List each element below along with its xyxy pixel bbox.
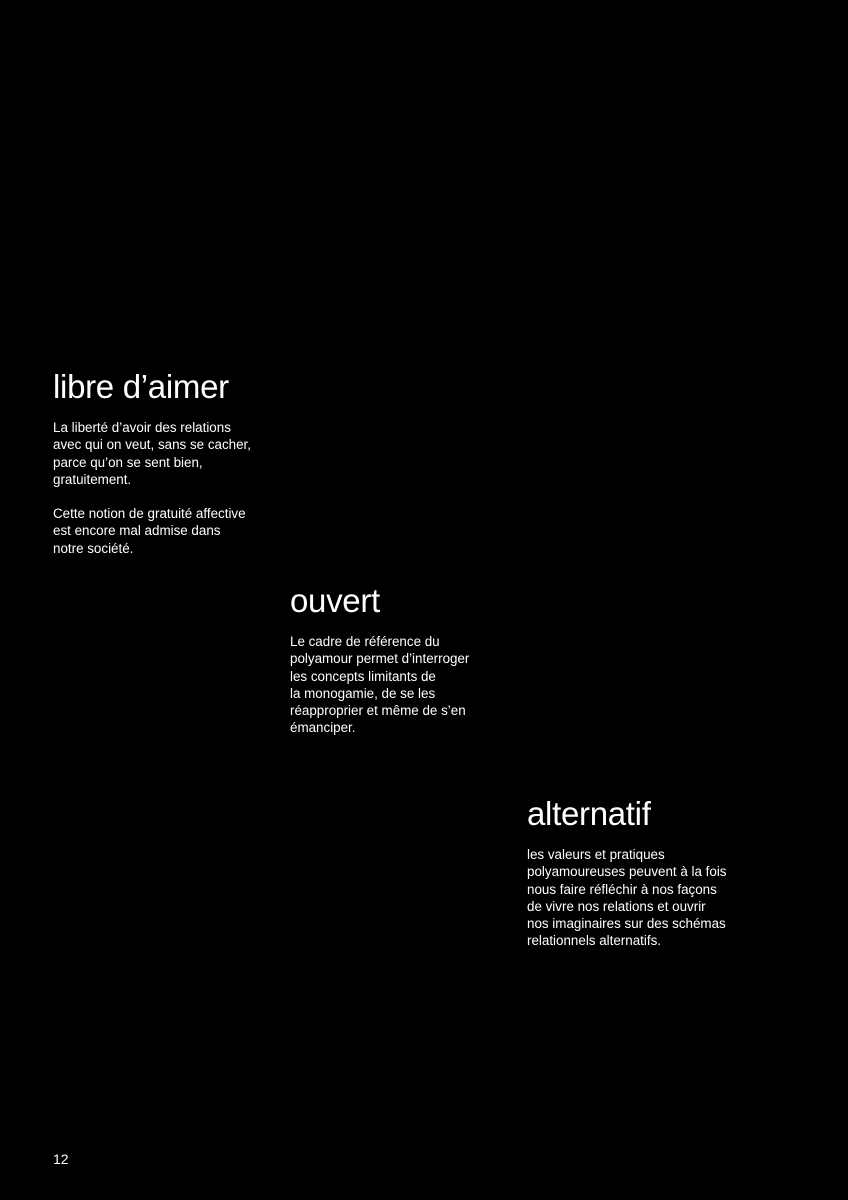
section-paragraph: La liberté d’avoir des relations avec qui on veut, sans se cacher, parce qu’on se sent bien, gratuitement. bbox=[53, 420, 252, 487]
section-ouvert bbox=[290, 582, 522, 737]
section-paragraph: les valeurs et pratiques polyamoureuses peuvent à la fois nous faire réfléchir à nos façons de vivre nos relations et ouvrir nos imaginaires sur des schémas relationnels alternatifs. bbox=[527, 847, 727, 949]
section-title: ouvert bbox=[290, 582, 380, 619]
section-title: alternatif bbox=[527, 795, 651, 832]
section-alternatif bbox=[527, 795, 759, 950]
section-paragraph: Le cadre de référence du polyamour permet d’interroger les concepts limitants de la monogamie, de se les réapproprier et même de s’en émanciper. bbox=[290, 634, 470, 736]
section-paragraph: Cette notion de gratuité affective est encore mal admise dans notre société. bbox=[53, 506, 246, 556]
section-libre-daimer bbox=[53, 368, 285, 557]
page-number: 12 bbox=[53, 1151, 69, 1167]
section-title: libre d’aimer bbox=[53, 368, 229, 405]
paragraph-spacer bbox=[53, 488, 285, 505]
